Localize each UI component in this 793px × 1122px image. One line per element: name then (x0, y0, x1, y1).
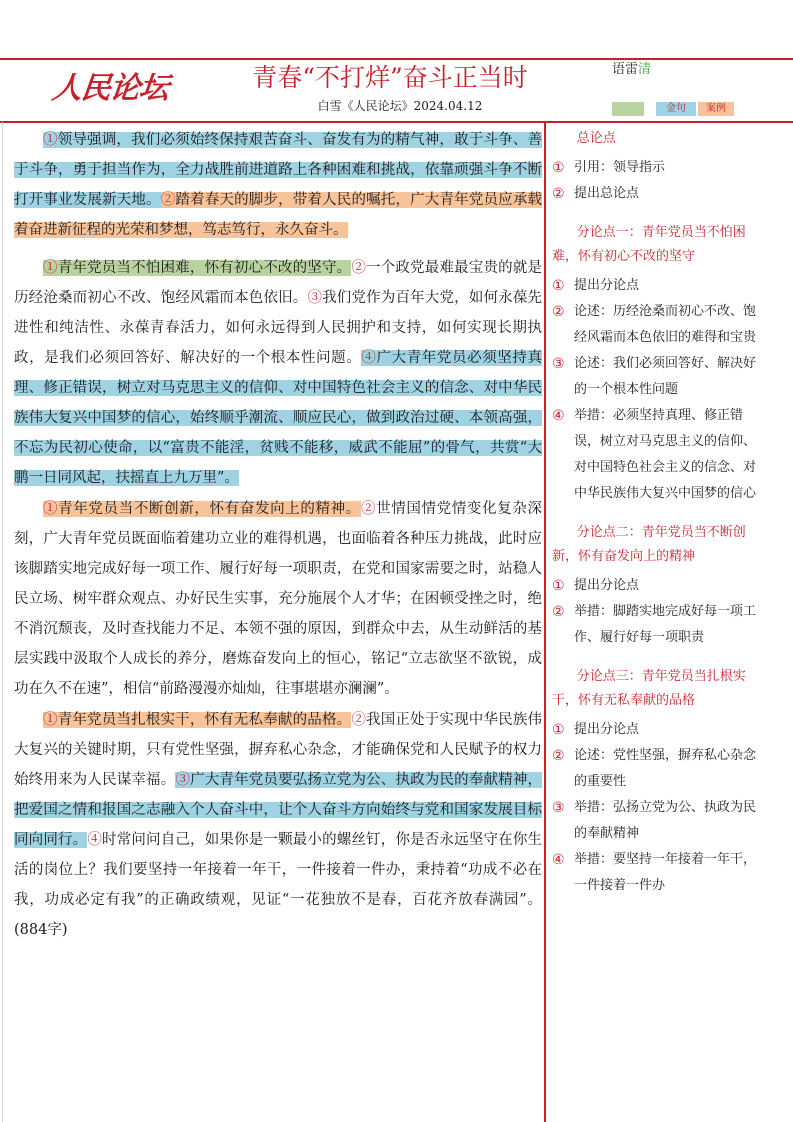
word-count: (884字) (14, 922, 68, 938)
note-item (552, 273, 768, 299)
sentence-number: ② (160, 192, 176, 208)
golden-sentence (14, 350, 542, 486)
notes-heading: 分论点三：青年党员当扎根实干，怀有无私奉献的品格 (552, 669, 746, 708)
legend-green-swatch (612, 102, 644, 116)
sentence-text: 青年党员当扎根实干，怀有无私奉献的品格。 (57, 712, 352, 728)
sentence-text: 青年党员当不怕困难，怀有初心不改的坚守。 (57, 260, 352, 276)
sentence-number: ① (43, 132, 58, 148)
note-item (552, 299, 768, 351)
note-text: 提出总论点 (574, 186, 640, 201)
note-text: 引用：领导指示 (574, 160, 666, 175)
note-text: 论述：历经沧桑而初心不改、饱经风霜而本色依旧的难得和宝贵 (574, 304, 757, 345)
sentence-text: 世情国情党情变化复杂深刻，广大青年党员既面临着建功立业的难得机遇，也面临着各种压力挑战，此时应该脚踏实地完成好每一项工作、履行好每一项职责，在党和国家需要之时，站稳人民立场、树牢群众观点、办好民生实事，充分施展个人才华；在困顿受挫之时，绝不消沉颓丧，及时查找能力不足、本领不强的原因，到群众中去，从生动鲜活的基层实践中汲取个人成长的养分，磨炼奋发向上的恒心，铭记“立志欲坚不欲锐，成功在久不在速”，相信“前路漫漫亦灿灿，往事堪堪亦澜澜”。 (14, 501, 542, 697)
note-text: 举措：必须坚持真理、修正错误，树立对马克思主义的信仰、对中国特色社会主义的信念、对中华民族伟大复兴中国梦的信心 (574, 408, 757, 501)
note-item (552, 351, 768, 403)
sentence-number: ④ (361, 350, 377, 366)
sentence-number: ① (43, 260, 58, 276)
brand-suffix: 清 (638, 62, 652, 77)
header-bottom-rule (0, 121, 793, 123)
sentence-number: ③ (175, 772, 191, 788)
note-number: ② (552, 186, 565, 202)
note-number: ② (552, 748, 565, 764)
annotation-column (552, 126, 768, 913)
note-number: ② (552, 304, 565, 320)
notes-heading: 分论点二：青年党员当不断创新，怀有奋发向上的精神 (552, 525, 746, 564)
notes-heading: 总论点 (576, 131, 616, 146)
publication-logo: 人民论坛 (50, 71, 170, 106)
note-text: 提出分论点 (574, 722, 640, 737)
note-number: ① (552, 278, 565, 294)
sentence-text: 领导强调，我们必须始终保持艰苦奋斗、奋发有为的精气神，敢于斗争、善于斗争，勇于担当作为，全力战胜前进道路上各种困难和挑战，依靠顽强斗争不断打开事业发展新天地。 (14, 132, 543, 208)
note-item (552, 717, 768, 743)
note-number: ③ (552, 356, 565, 372)
sentence-text: 广大青年党员必须坚持真理、修正错误，树立对马克思主义的信仰、对中国特色社会主义的信念、对中华民族伟大复兴中国梦的信心，始终顺乎潮流、顺应民心，做到政治过硬、本领高强，不忘为民初心使命，以“富贵不能淫，贫贱不能移，威武不能屈”的骨气，共赏“大鹏一日同风起，扶摇直上九万里”。 (14, 350, 543, 486)
sentence-text: 我国正处于实现中华民族伟大复兴的关键时期，只有党性坚强，摒弃私心杂念，才能确保党和人民赋予的权力始终用来为人民谋幸福。 (14, 712, 543, 788)
note-item (552, 403, 768, 507)
sentence-text: 踏着春天的脚步，带着人民的嘱托，广大青年党员应承载着奋进新征程的光荣和梦想，笃志笃行，永久奋斗。 (14, 192, 543, 238)
notes-heading: 分论点一：青年党员当不怕困难，怀有初心不改的坚守 (552, 225, 746, 264)
note-number: ④ (552, 852, 565, 868)
note-item (552, 155, 768, 181)
highlight-legend (612, 101, 734, 117)
note-number: ③ (552, 800, 565, 816)
sentence-number: ③ (307, 290, 323, 306)
paragraph-point-2 (14, 494, 542, 704)
note-text: 举措：要坚持一年接着一年干，一件接着一件办 (574, 852, 757, 893)
sub-thesis-3 (43, 712, 351, 728)
notes-sub-thesis-3 (552, 665, 768, 899)
brand-prefix: 语雷 (612, 62, 639, 77)
note-item (552, 599, 768, 651)
note-text: 举措：脚踏实地完成好每一项工作、履行好每一项职责 (574, 604, 757, 645)
note-number: ② (552, 604, 565, 620)
sentence-text: 时常问问自己，如果你是一颗最小的螺丝钉，你是否永远坚守在你生活的岗位上？我们要坚持一年接着一年干，一件接着一件办，秉持着“功成不必在我，功成必定有我”的正确政绩观，见证“一花独放不是春，百花齐放春满园”。 (14, 832, 542, 908)
column-divider (544, 122, 546, 1122)
note-number: ① (552, 160, 565, 176)
legend-case: 案例 (698, 102, 734, 116)
sentence-text: 一个政党最难最宝贵的就是历经沧桑而初心不改、饱经风霜而本色依旧。 (14, 260, 543, 306)
left-margin-line (2, 122, 3, 1122)
note-item (552, 181, 768, 207)
note-text: 举措：弘扬立党为公、执政为民的奉献精神 (574, 800, 757, 841)
paragraph-point-1 (14, 253, 542, 493)
note-number: ④ (552, 408, 565, 424)
note-item (552, 847, 768, 899)
paragraph-intro (14, 125, 542, 245)
page-title: 青春“不打烊”奋斗正当时 (252, 63, 528, 92)
note-text: 提出分论点 (574, 278, 640, 293)
sentence-number: ② (351, 260, 367, 276)
byline: 白雪《人民论坛》2024.04.12 (317, 99, 483, 113)
sentence-number: ② (351, 712, 367, 728)
paragraph-point-3 (14, 705, 542, 945)
note-text: 论述：党性坚强，摒弃私心杂念的重要性 (574, 748, 757, 789)
sentence-text: 广大青年党员要弘扬立党为公、执政为民的奉献精神，把爱国之情和报国之志融入个人奋斗中，让个人奋斗方向始终与党和国家发展目标同向同行。 (14, 772, 543, 848)
sentence-number: ① (43, 712, 58, 728)
sentence-text: 青年党员当不断创新，怀有奋发向上的精神。 (58, 501, 361, 517)
sentence-number: ④ (87, 832, 103, 848)
note-item (552, 743, 768, 795)
sentence-number: ① (43, 501, 59, 517)
sentence-text: 我们党作为百年大党，如何永葆先进性和纯洁性、永葆青春活力，如何永远得到人民拥护和支持，如何实现长期执政，是我们必须回答好、解决好的一个根本性问题。 (14, 290, 543, 366)
note-item (552, 795, 768, 847)
notes-sub-thesis-1 (552, 221, 768, 507)
note-item (552, 573, 768, 599)
notes-sub-thesis-2 (552, 521, 768, 651)
note-text: 提出分论点 (574, 578, 640, 593)
sub-thesis-1 (43, 260, 351, 276)
legend-golden-sentence: 金句 (656, 102, 696, 116)
brand-mark (612, 60, 651, 80)
note-text: 论述：我们必须回答好、解决好的一个根本性问题 (574, 356, 757, 397)
article-body (14, 125, 542, 946)
note-number: ① (552, 578, 565, 594)
sub-thesis-2 (43, 501, 361, 517)
note-number: ① (552, 722, 565, 738)
sentence-number: ② (360, 501, 377, 517)
notes-main-thesis (552, 126, 768, 207)
